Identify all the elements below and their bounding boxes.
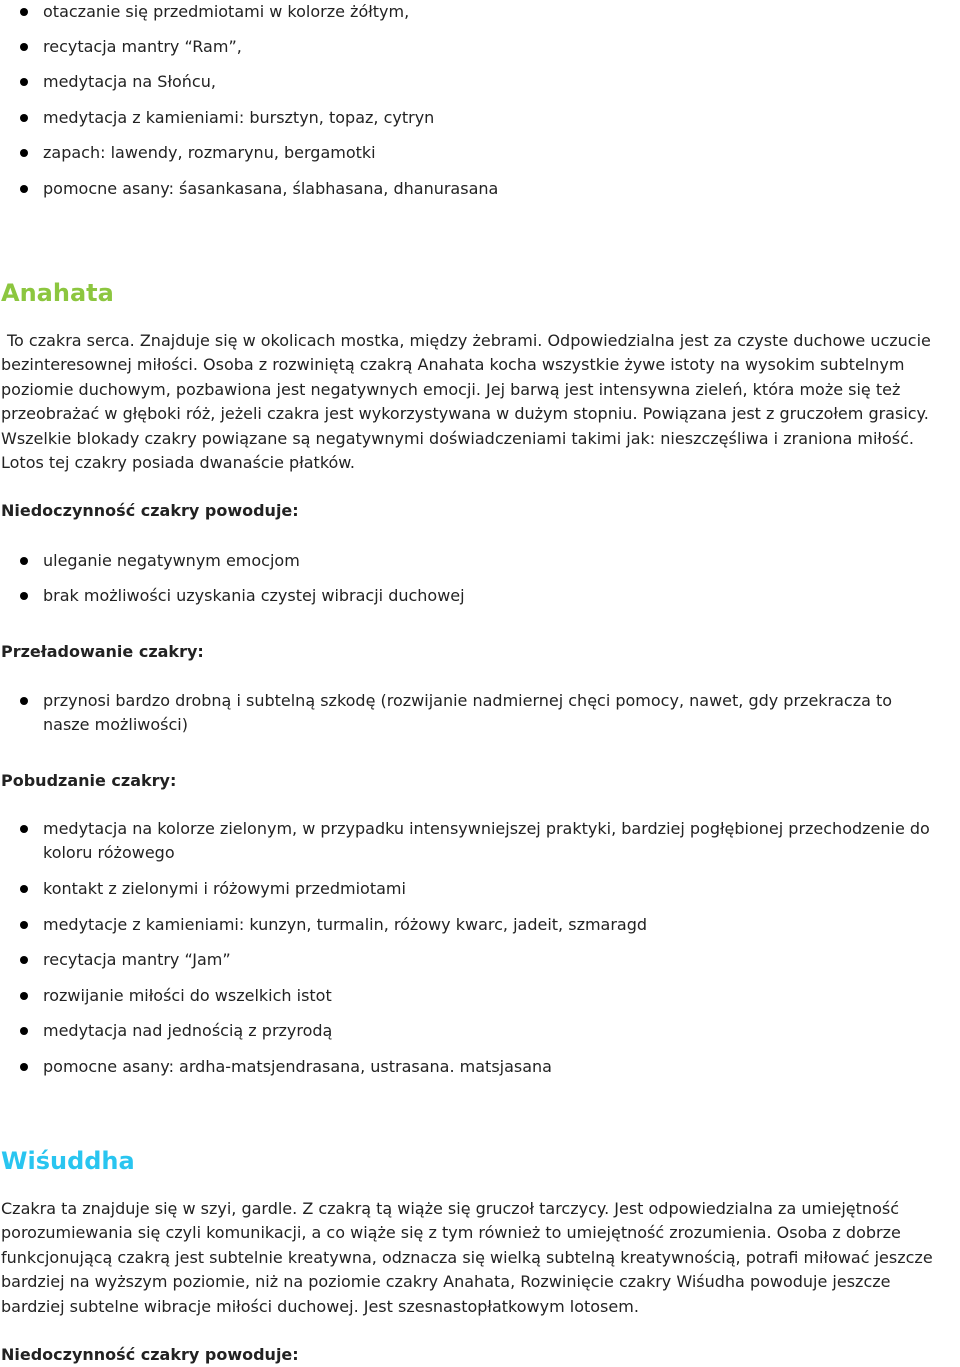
anahata-heading: Anahata — [1, 279, 114, 307]
list-item: pomocne asany: ardha-matsjendrasana, ustrasana. matsjasana — [0, 1055, 960, 1079]
wisuddha-heading: Wiśuddha — [1, 1147, 135, 1175]
anahata-overload-list — [0, 689, 940, 737]
list-item: pomocne asany: śasankasana, ślabhasana, dhanurasana — [0, 177, 960, 201]
list-item: brak możliwości uzyskania czystej wibracji duchowej — [0, 584, 960, 608]
anahata-description: To czakra serca. Znajduje się w okolicach mostka, między żebrami. Odpowiedzialna jest za czyste duchowe uczucie bezinteresownej miłości. Osoba z rozwiniętą czakrą Anahata kocha wszystkie żywe istoty na wysokim subtelnym poziomie duchowym, pozbawiona jest negatywnych emocji. Jej barwą jest intensywna zieleń, która może się też przeobrażać w głęboki róż, jeżeli czakra jest wykorzystywana w dużym stopniu. Powiązana jest z gruczołem grasicy. Wszelkie blokady czakry powiązane są negatywnymi doświadczeniami takimi jak: nieszczęśliwa i zraniona miłość. Lotos tej czakry posiada dwanaście płatków. — [1, 331, 931, 473]
list-item: zapach: lawendy, rozmarynu, bergamotki — [0, 141, 960, 165]
list-item: medytacje z kamieniami: kunzyn, turmalin, różowy kwarc, jadeit, szmaragd — [0, 913, 960, 937]
list-item: otaczanie się przedmiotami w kolorze żółtym, — [0, 0, 960, 24]
anahata-underactive-heading: Niedoczynność czakry powoduje: — [1, 501, 299, 520]
list-item: medytacja na Słońcu, — [0, 70, 960, 94]
list-item: medytacja nad jednością z przyrodą — [0, 1019, 960, 1043]
anahata-overload-heading: Przeładowanie czakry: — [1, 642, 204, 661]
list-item: medytacja na kolorze zielonym, w przypadku intensywniejszej praktyki, bardziej pogłębionej przechodzenie do koloru różowego — [0, 817, 960, 865]
list-item: recytacja mantry “Ram”, — [0, 35, 960, 59]
list-item: kontakt z zielonymi i różowymi przedmiotami — [0, 877, 960, 901]
list-item: medytacja z kamieniami: bursztyn, topaz, cytryn — [0, 106, 960, 130]
list-item: rozwijanie miłości do wszelkich istot — [0, 984, 960, 1008]
anahata-stimulation-heading: Pobudzanie czakry: — [1, 771, 177, 790]
list-item: uleganie negatywnym emocjom — [0, 549, 960, 573]
wisuddha-description: Czakra ta znajduje się w szyi, gardle. Z czakrą tą wiąże się gruczoł tarczycy. Jest odpowiedzialna za umiejętność porozumiewania się czyli komunikacji, a co wiąże się z tym również to umiejętność zrozumienia. Osoba z dobrze funkcjonującą czakrą jest subtelnie kreatywna, odznacza się wielką subtelną kreatywnością, potrafi miłować jeszcze bardziej na wyższym poziomie, niż na poziomie czakry Anahata, Rozwinięcie czakry Wiśudha powoduje jeszcze bardziej subtelne wibracje miłości duchowej. Jest szesnastopłatkowym lotosem. — [1, 1199, 933, 1316]
wisuddha-underactive-heading: Niedoczynność czakry powoduje: — [1, 1345, 299, 1364]
list-item: recytacja mantry “Jam” — [0, 948, 960, 972]
list-item: przynosi bardzo drobną i subtelną szkodę (rozwijanie nadmiernej chęci pomocy, nawet, gdy przekracza to nasze możliwości) — [0, 689, 940, 737]
